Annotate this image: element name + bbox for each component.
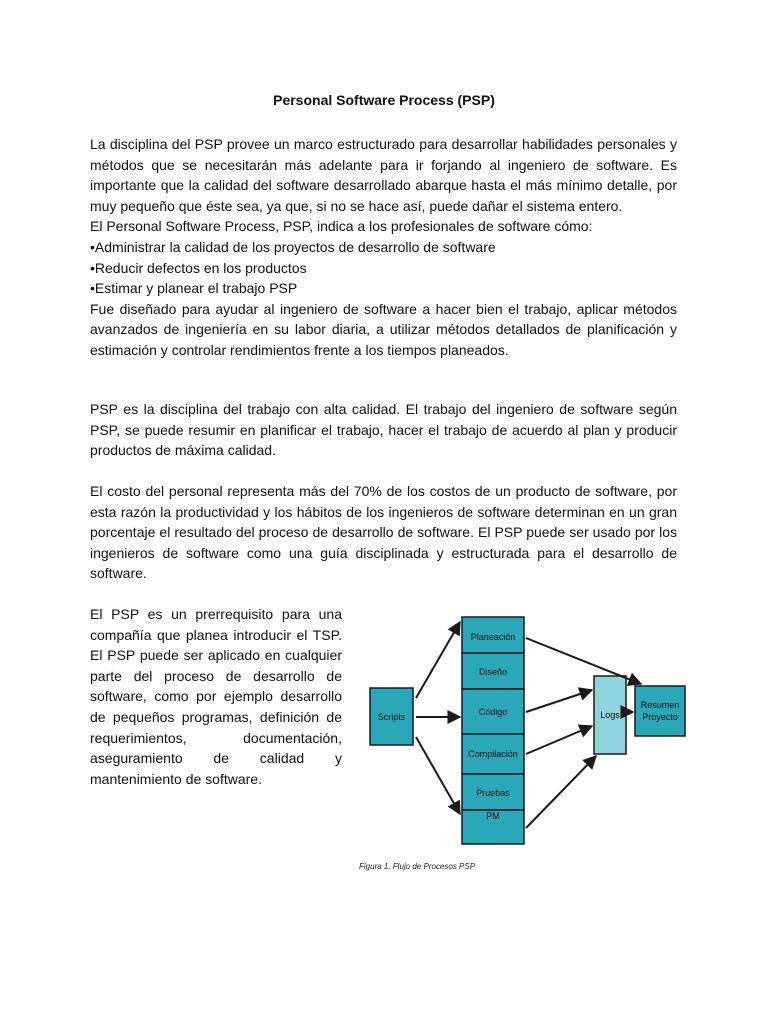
phase-label: Planeación (470, 632, 516, 642)
figure-caption: Figura 1. Flujo de Procesos PSP (359, 862, 476, 871)
bullet-item: •Estimar y planear el trabajo PSP (90, 280, 298, 297)
phase-label: Código (478, 707, 508, 717)
tsp-paragraph: El PSP es un prerrequisito para una compañía que planea introducir el TSP. El PSP puede ser aplicado en cualquier parte del proceso de desarrollo de software, como por ejemplo desarrollo de pequeños programas, definición de requerimientos, documentación, aseguramiento de calidad y mantenimiento de software. (90, 606, 342, 787)
arrow-pm-logs (526, 756, 596, 828)
phase-label: Pruebas (476, 788, 510, 798)
intro-paragraph: La disciplina del PSP provee un marco estructurado para desarrollar habilidades personales y métodos que se necesitarán más adelante para ir forjando al ingeniero de software. Es importante que la calidad del software desarrollado abarque hasta el más mínimo detalle, por muy pequeño que éste sea, ya que, si no se hace así, puede dañar el sistema entero. (90, 136, 677, 214)
intro-section (90, 134, 677, 361)
designed-paragraph: Fue diseñado para ayudar al ingeniero de software a hacer bien el trabajo, aplicar métodos avanzados de ingeniería en su labor diaria, a utilizar métodos detallados de planificación y estimación y controlar rendimientos frente a los tiempos planeados. (90, 300, 677, 358)
logs-label: Logs (600, 710, 620, 720)
arrow-scripts-planeacion (416, 622, 460, 698)
arrow-codigo-logs (526, 690, 592, 712)
phase-label: Compilación (468, 749, 518, 759)
summary-label-line2: Proyecto (642, 712, 678, 722)
arrow-compilacion-logs (526, 726, 592, 754)
psp-flow-diagram (356, 600, 696, 880)
arrow-scripts-pm (416, 737, 460, 814)
cost-paragraph: El costo del personal representa más del 70% de los costos de un producto de software, por esta razón la productividad y los hábitos de los ingenieros de software determinan en un gran porcentaje el resultado del proceso de desarrollo de software. El PSP puede ser usado por los ingenieros de software como una guía disciplinada y estructurada para el desarrollo de software. (90, 483, 677, 582)
scripts-label: Scripts (377, 712, 406, 722)
phase-label: Diseño (478, 667, 508, 677)
summary-label-line1: Resumen (640, 700, 680, 710)
phase-label: PM (486, 811, 500, 821)
summary-box (635, 686, 685, 736)
bullet-item: •Reducir defectos en los productos (90, 259, 307, 276)
page-title: Personal Software Process (PSP) (273, 92, 495, 108)
bullet-item: •Administrar la calidad de los proyectos de desarrollo de software (90, 238, 496, 255)
arrow-planeacion-summary (526, 638, 641, 684)
quality-paragraph: PSP es la disciplina del trabajo con alta calidad. El trabajo del ingeniero de software según PSP, se puede resumir en planificar el trabajo, hacer el trabajo de acuerdo al plan y producir productos de máxima calidad. (90, 401, 677, 459)
psp-flow-figure (356, 600, 696, 880)
indica-paragraph: El Personal Software Process, PSP, indica a los profesionales de software cómo: (90, 218, 593, 235)
